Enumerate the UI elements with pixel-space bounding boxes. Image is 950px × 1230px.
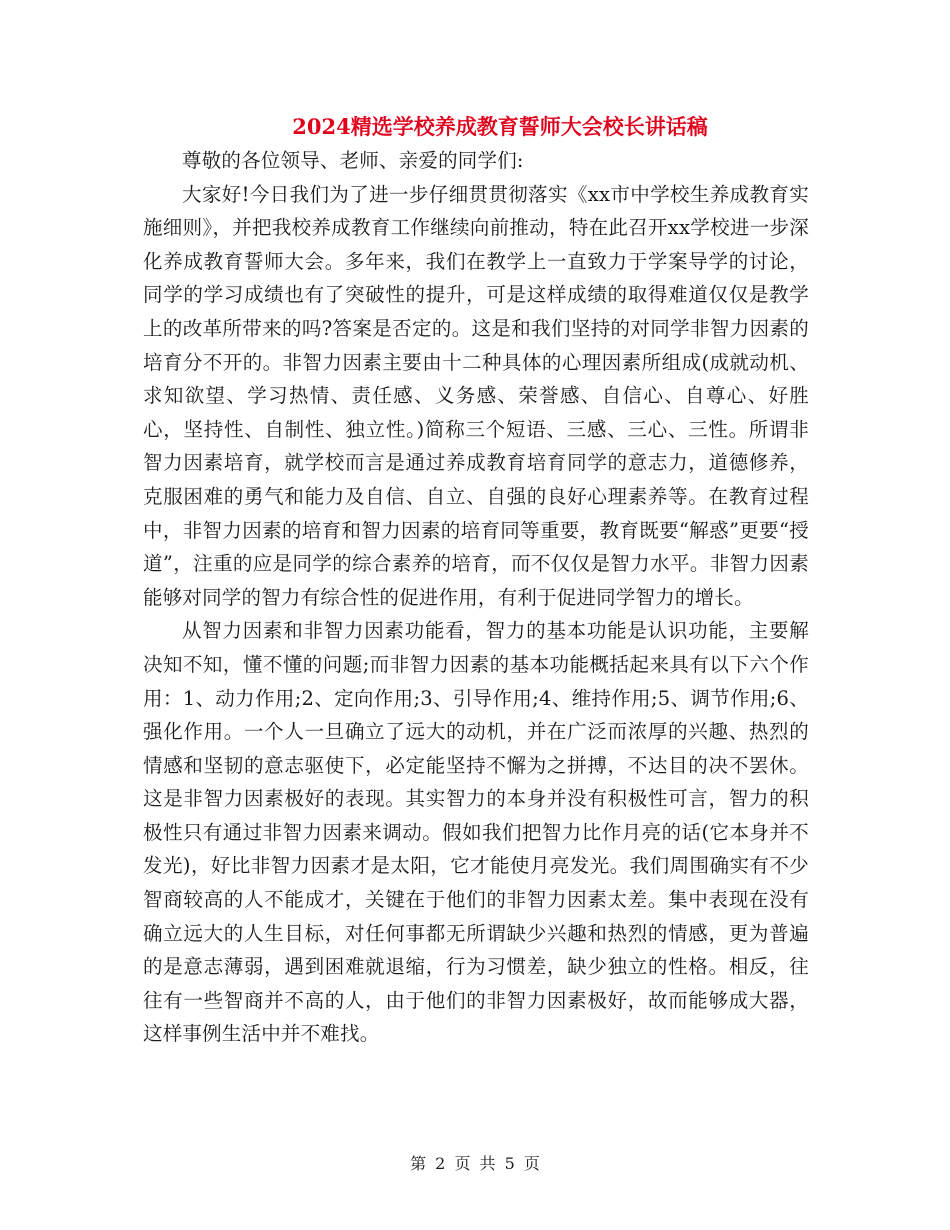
document-title: 2024精选学校养成教育誓师大会校长讲话稿 <box>292 114 708 139</box>
body-paragraph-2: 从智力因素和非智力因素功能看，智力的基本功能是认识功能，主要解决知不知，懂不懂的问题;而非智力因素的基本功能概括起来具有以下六个作用：1、动力作用;2、定向作用;3、引导作用;4、维持作用;5、调节作用;6、强化作用。一个人一旦确立了远大的动机，并在广泛而浓厚的兴趣、热烈的情感和坚韧的意志驱使下，必定能坚持不懈为之拼搏，不达目的决不罢休。这是非智力因素极好的表现。其实智力的本身并没有积极性可言，智力的积极性只有通过非智力因素来调动。假如我们把智力比作月亮的话(它本身并不发光)，好比非智力因素才是太阳，它才能使月亮发光。我们周围确实有不少智商较高的人不能成才，关键在于他们的非智力因素太差。集中表现在没有确立远大的人生目标，对任何事都无所谓缺少兴趣和热烈的情感，更为普遍的是意志薄弱，遇到困难就退缩，行为习惯差，缺少独立的性格。相反，往往有一些智商并不高的人，由于他们的非智力因素极好，故而能够成大器，这样事例生活中并不难找。 <box>143 619 809 1046</box>
page-number-footer: 第 2 页 共 5 页 <box>410 1154 540 1173</box>
document-body <box>143 144 809 1051</box>
body-paragraph-1: 大家好!今日我们为了进一步仔细贯贯彻落实《xx市中学校生养成教育实施细则》，并把我校养成教育工作继续向前推动，特在此召开xx学校进一步深化养成教育誓师大会。多年来，我们在教学上一直致力于学案导学的讨论，同学的学习成绩也有了突破性的提升，可是这样成绩的取得难道仅仅是教学上的改革所带来的吗?答案是否定的。这是和我们坚持的对同学非智力因素的培育分不开的。非智力因素主要由十二种具体的心理因素所组成(成就动机、求知欲望、学习热情、责任感、义务感、荣誉感、自信心、自尊心、好胜心，坚持性、自制性、独立性。)简称三个短语、三感、三心、三性。所谓非智力因素培育，就学校而言是通过养成教育培育同学的意志力，道德修养，克服困难的勇气和能力及自信、自立、自强的良好心理素养等。在教育过程中，非智力因素的培育和智力因素的培育同等重要，教育既要“解惑”更要“授道”，注重的应是同学的综合素养的培育，而不仅仅是智力水平。非智力因素能够对同学的智力有综合性的促进作用，有利于促进同学智力的增长。 <box>143 182 809 609</box>
greeting-paragraph: 尊敬的各位领导、老师、亲爱的同学们: <box>182 149 524 172</box>
